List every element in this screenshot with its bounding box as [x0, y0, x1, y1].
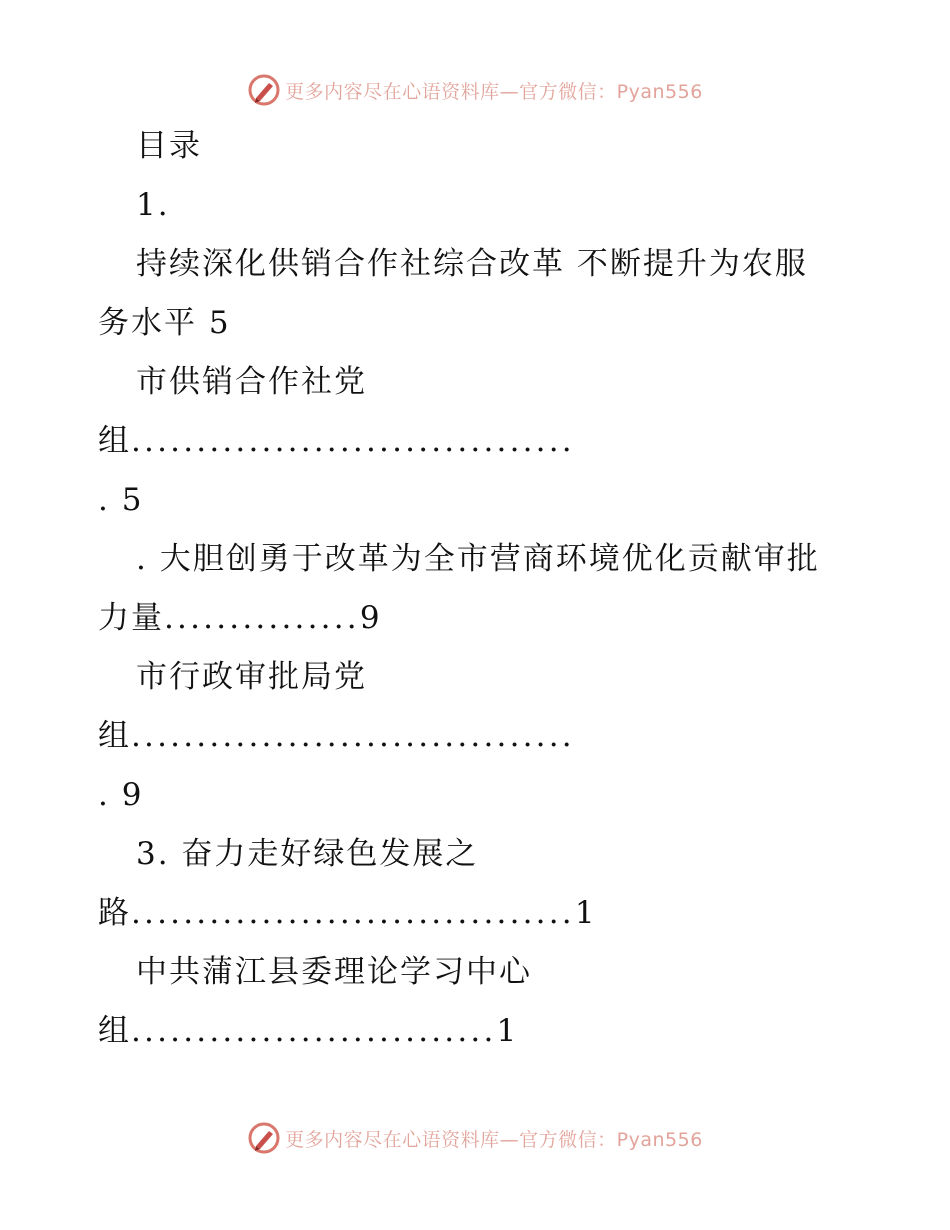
toc-entry-3-author-page: 1 [496, 1013, 517, 1049]
toc-entry-2-author-cont [98, 716, 575, 756]
toc-heading: 目录 [136, 128, 202, 164]
toc-entry-1-page: . 5 [98, 482, 144, 518]
toc-entry-2-title: . 大胆创勇于改革为全市营商环境优化贡献审批 [136, 541, 820, 577]
watermark-text: 更多内容尽在心语资料库—官方微信：Pyan556 [285, 80, 703, 103]
toc-entry-2-title-tail: 力量 [98, 600, 164, 636]
toc-entry-3-author: 中共蒲江县委理论学习中心 [136, 954, 532, 990]
toc-entry-2-leader-dots: ............... [164, 600, 360, 636]
toc-entry-2-title-page: 9 [359, 600, 380, 636]
toc-entry-1-author-tail: 组 [98, 423, 131, 459]
watermark-text: 更多内容尽在心语资料库—官方微信：Pyan556 [285, 1128, 703, 1151]
footer-watermark [0, 1118, 950, 1158]
toc-entry-2-title-cont [98, 598, 380, 638]
toc-entry-3-author-leader-dots: ............................ [131, 1013, 497, 1049]
toc-entry-1-title: 持续深化供销合作社综合改革 不断提升为农服 [136, 246, 808, 282]
toc-entry-2-author-leader-dots: .................................. [131, 718, 575, 754]
pen-logo-icon [247, 1121, 281, 1155]
toc-entry-3-leader-dots: .................................. [131, 895, 575, 931]
toc-entry-1-title-cont: 务水平 5 [98, 305, 231, 341]
toc-entry-3-author-cont [98, 1011, 516, 1051]
toc-entry-2-page: . 9 [98, 777, 144, 813]
toc-entry-3-title: 3. 奋力走好绿色发展之 [136, 836, 479, 872]
toc-entry-3-title-cont [98, 893, 595, 933]
toc-entry-2-author: 市行政审批局党 [136, 659, 367, 695]
toc-entry-3-title-tail: 路 [98, 895, 131, 931]
toc-entry-1-author-cont [98, 421, 575, 461]
toc-section-number: 1. [136, 187, 170, 223]
toc-entry-1-leader-dots: .................................. [131, 423, 575, 459]
toc-entry-3-title-page: 1 [574, 895, 595, 931]
toc-entry-1-author: 市供销合作社党 [136, 364, 367, 400]
toc-entry-2-author-tail: 组 [98, 718, 131, 754]
toc-entry-3-author-tail: 组 [98, 1013, 131, 1049]
